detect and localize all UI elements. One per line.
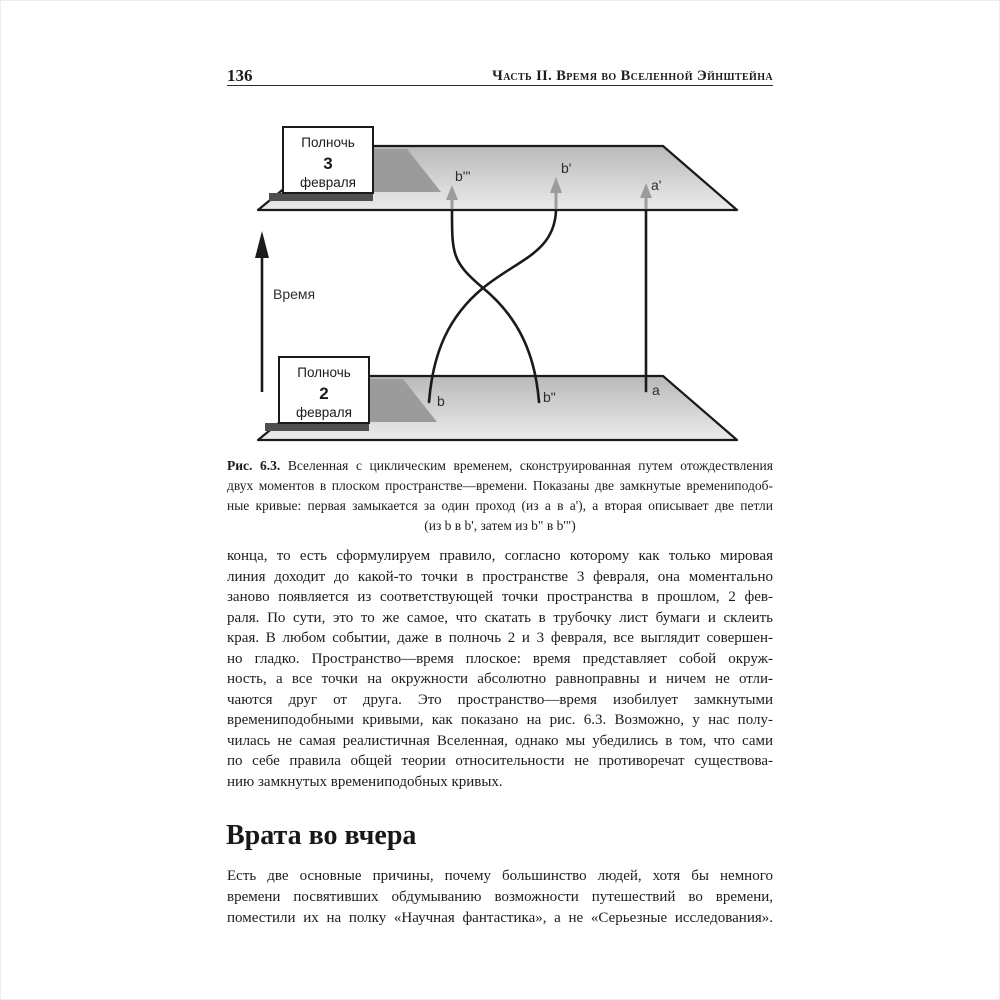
figure-6-3 [230,108,770,455]
label-b-prime: b' [561,160,572,176]
feb3-line1: Полночь [301,135,355,150]
time-arrowhead-icon [255,231,269,258]
section-heading: Врата во вчера [226,820,417,851]
feb2-line1: Полночь [297,365,351,380]
label-a-prime: a' [651,177,662,193]
text-line: заново появляется из соответствующей точки пространства в прошлом, 2 фев- [227,589,773,605]
figure-caption [227,456,773,536]
text-line: чаются друг от друга. Это пространство—время изобилует замкнутыми [227,691,773,708]
text-line: времениподобными кривыми, как показано на рис. 6.3. Возможно, у нас полу- [227,712,773,728]
text-line: конца, то есть сформулируем правило, согласно которому как только мировая [227,548,773,564]
feb3-number: 3 [323,154,333,173]
text-line: ность, а все точки на окружности абсолютно равноправны и ничем не отли- [227,671,773,687]
caption-line: ные кривые: первая замыкается за один проход (из a в a'), а вторая описывает две петли [227,498,773,513]
caption-line: (из b в b', затем из b" в b'") [424,518,576,533]
feb2-line3: февраля [296,405,352,420]
feb2-number: 2 [319,384,329,403]
caption-figure-label: Рис. 6.3. [227,458,281,473]
page-number: 136 [227,66,253,85]
text-line: чилась не самая реалистичная Вселенная, однако мы убедились в том, что сами [227,732,773,749]
running-head: Часть II. Время во Вселенной Эйнштейна [492,68,773,84]
body-paragraph-1 [227,546,773,792]
text-line: нию замкнутых времениподобных кривых. [227,773,503,790]
bottom-box-shadow-band [265,423,369,431]
text-line: по себе правила общей теории относительности не противоречат существова- [227,753,773,769]
feb3-line3: февраля [300,175,356,190]
spacetime-diagram [230,108,770,455]
top-box-shadow-band [269,193,373,201]
label-a: a [652,382,660,398]
label-b-triple-prime: b'" [455,168,471,184]
text-line: раля. По сути, это то же самое, что скатать в трубочку лист бумаги и склеить [227,609,773,626]
text-line: линия доходит до какой-то точки в пространстве 3 февраля, она моментально [227,568,773,585]
label-b-double-prime: b" [543,389,556,405]
text-line: времени посвятивших обдумыванию возможности путешествий во времени, [227,889,773,905]
header-rule [227,85,773,86]
world-line-b-to-bprime [429,211,556,402]
time-axis-label: Время [273,286,316,302]
text-line: края. В любом событии, даже в полночь 2 и 3 февраля, все выглядит совершен- [227,630,773,646]
body-paragraph-2 [227,866,773,929]
text-line: Есть две основные причины, почему большинство людей, хотя бы немного [227,868,773,884]
text-line: но гладко. Пространство—время плоское: время представляет собой окруж- [227,650,773,667]
caption-line: двух моментов в плоском пространстве—времени. Показаны две замкнутые времениподоб- [227,478,773,493]
label-b: b [437,393,445,409]
caption-line: Рис. 6.3. Вселенная с циклическим временем, сконструированная путем отождествления [227,458,773,473]
text-line: поместили их на полку «Научная фантастика», а не «Серьезные исследования». [227,910,773,926]
